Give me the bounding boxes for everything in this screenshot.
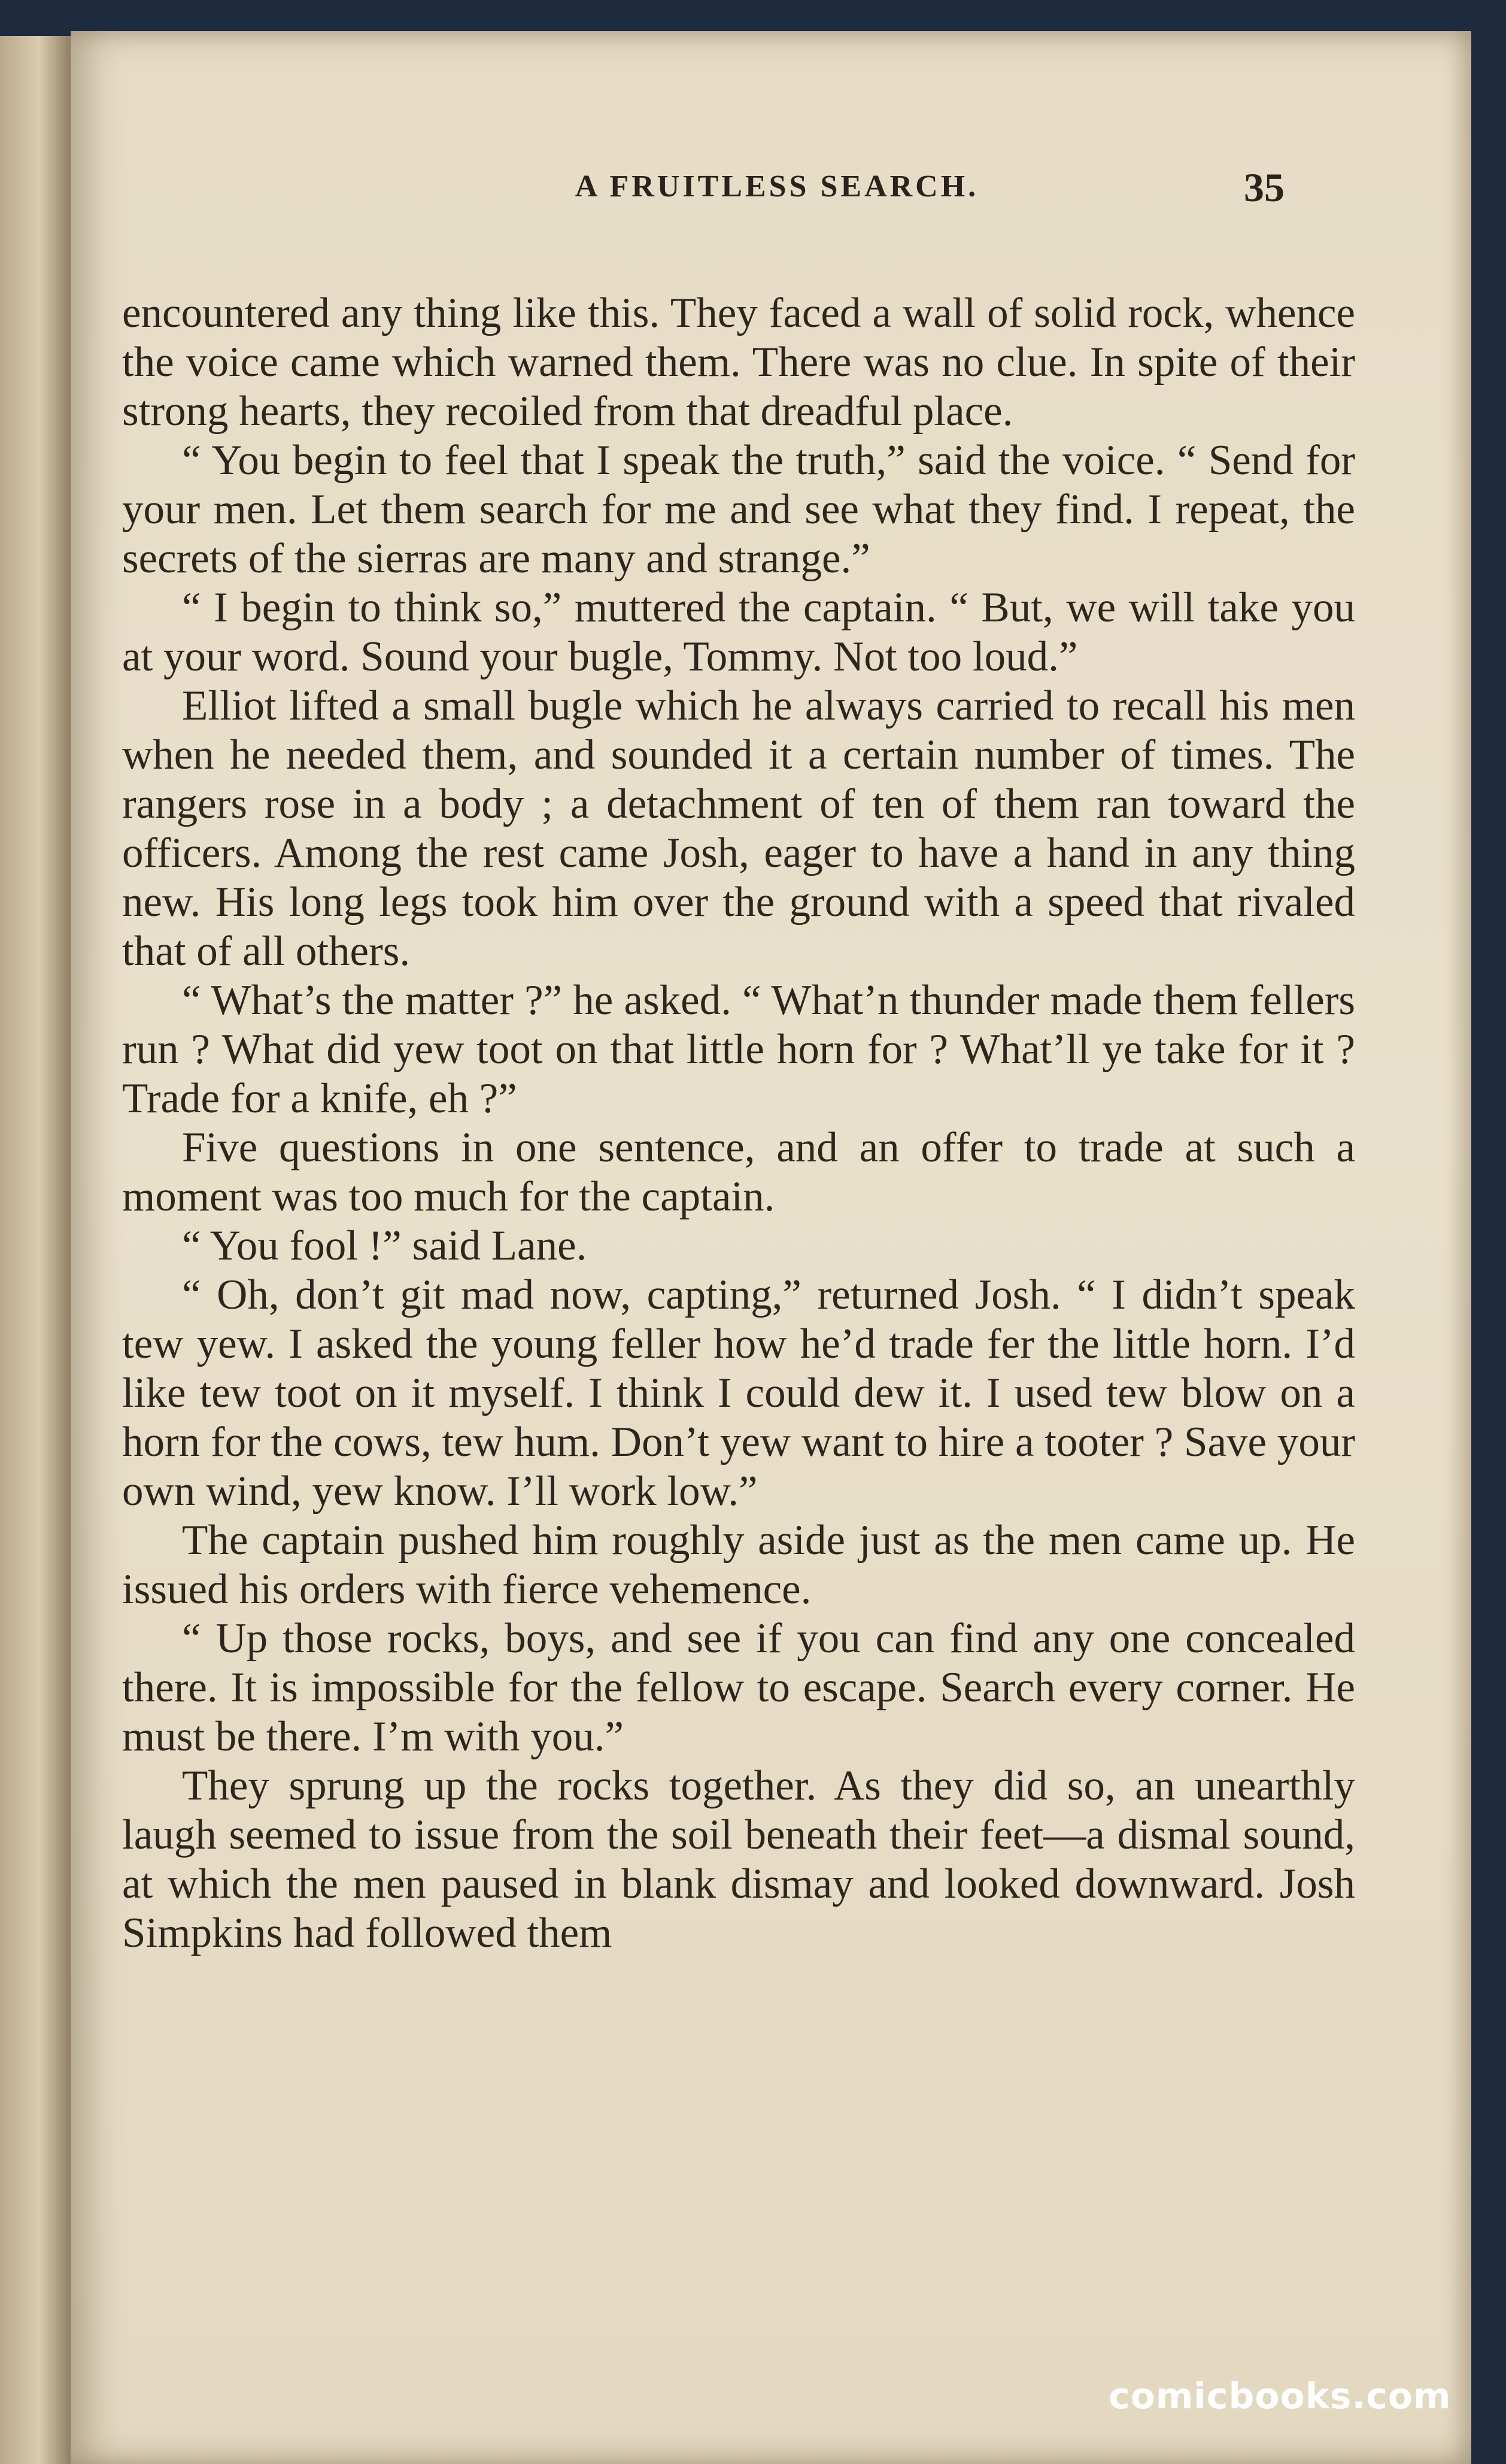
paragraph: “ Oh, don’t git mad now, capting,” returned Josh. “ I didn’t speak tew yew. I asked the young feller how he’d trade fer the little horn. I’d like tew toot on it myself. I think I could dew it. I used tew blow on a horn for the cows, tew hum. Don’t yew want to hire a tooter ? Save your own wind, yew know. I’ll work low.” — [122, 1272, 1355, 1515]
facing-page-edge — [0, 36, 71, 2464]
running-head: A FRUITLESS SEARCH. — [575, 169, 979, 204]
page-header — [71, 165, 1465, 223]
paragraph: “ What’s the matter ?” he asked. “ What’n thunder made them fellers run ? What did yew toot on that little horn for ? What’ll ye take for it ? Trade for a knife, eh ?” — [122, 977, 1355, 1122]
book-page — [71, 31, 1471, 2464]
paragraph: “ You fool !” said Lane. — [182, 1222, 587, 1269]
paragraph: encountered any thing like this. They faced a wall of solid rock, whence the voice came which warned them. There was no clue. In spite of their strong hearts, they recoiled from that dreadful place. — [122, 290, 1355, 435]
paragraph: Elliot lifted a small bugle which he always carried to recall his men when he needed them, and sounded it a certain number of times. The rangers rose in a body ; a detachment of ten of them ran toward the officers. Among the rest came Josh, eager to have a hand in any thing new. His long legs took him over the ground with a speed that rivaled that of all others. — [122, 682, 1355, 975]
paragraph: Five questions in one sentence, and an offer to trade at such a moment was too much for the captain. — [122, 1124, 1355, 1220]
paragraph: “ Up those rocks, boys, and see if you can find any one concealed there. It is impossible for the fellow to escape. Search every corner. He must be there. I’m with you.” — [122, 1615, 1355, 1760]
body-text — [122, 289, 1355, 1958]
paragraph: “ I begin to think so,” muttered the captain. “ But, we will take you at your word. Sound your bugle, Tommy. Not too loud.” — [122, 584, 1355, 680]
site-watermark: comicbooks.com — [1109, 2375, 1452, 2417]
page-number: 35 — [1244, 165, 1285, 210]
paragraph: They sprung up the rocks together. As they did so, an unearthly laugh seemed to issue from the soil beneath their feet—a dismal sound, at which the men paused in blank dismay and looked downward. Josh Simpkins had followed them — [122, 1762, 1355, 1956]
paragraph: “ You begin to feel that I speak the truth,” said the voice. “ Send for your men. Let them search for me and see what they find. I repeat, the secrets of the sierras are many and strange.” — [122, 437, 1355, 582]
paragraph: The captain pushed him roughly aside just as the men came up. He issued his orders with fierce vehemence. — [122, 1517, 1355, 1613]
